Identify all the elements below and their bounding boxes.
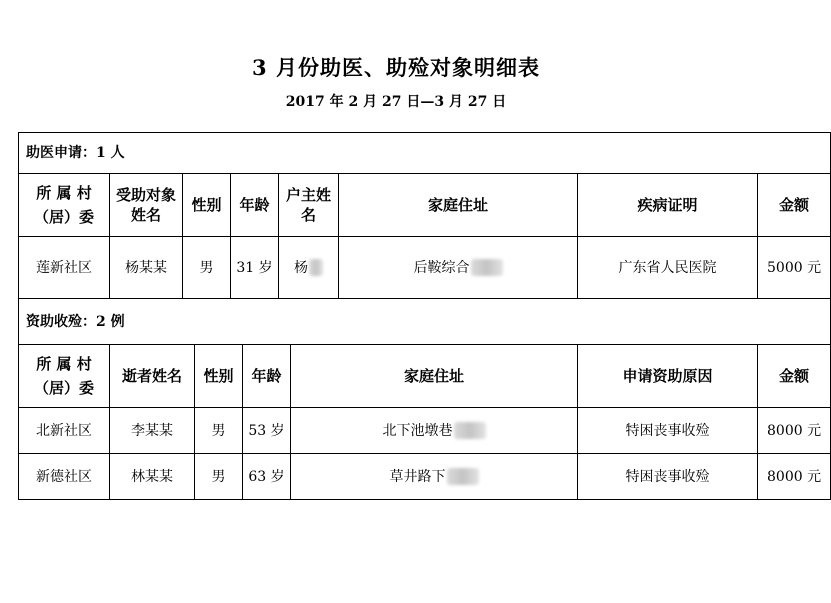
medical-header-row bbox=[19, 174, 831, 237]
header-medical-proof: 疾病证明 bbox=[578, 174, 758, 237]
cell-gender: 男 bbox=[195, 454, 243, 500]
medical-section-label: 助医申请：1 人 bbox=[19, 133, 831, 174]
cell-reason: 特困丧事收殓 bbox=[578, 408, 758, 454]
cell-gender: 男 bbox=[183, 237, 231, 299]
header-address: 家庭住址 bbox=[339, 174, 578, 237]
medical-section-row bbox=[19, 133, 831, 174]
funeral-header-row bbox=[19, 345, 831, 408]
cell-name: 林某某 bbox=[110, 454, 195, 500]
header-gender: 性别 bbox=[195, 345, 243, 408]
householder-text: 杨 bbox=[294, 259, 308, 276]
table-row bbox=[19, 408, 831, 454]
cell-amount: 8000 元 bbox=[758, 454, 831, 500]
header-unit: 所 属 村（居）委 bbox=[19, 174, 110, 237]
cell-unit: 莲新社区 bbox=[19, 237, 110, 299]
cell-address bbox=[291, 454, 578, 500]
header-address: 家庭住址 bbox=[291, 345, 578, 408]
header-reason: 申请资助原因 bbox=[578, 345, 758, 408]
cell-unit: 新德社区 bbox=[19, 454, 110, 500]
header-age: 年龄 bbox=[231, 174, 279, 237]
header-amount: 金额 bbox=[758, 174, 831, 237]
funeral-section-label: 资助收殓：2 例 bbox=[19, 299, 831, 345]
header-amount: 金额 bbox=[758, 345, 831, 408]
document-title: 3 月份助医、助殓对象明细表 bbox=[252, 55, 540, 80]
cell-medical-proof: 广东省人民医院 bbox=[578, 237, 758, 299]
redaction-blur bbox=[454, 422, 486, 439]
redaction-blur bbox=[471, 259, 503, 276]
cell-reason: 特困丧事收殓 bbox=[578, 454, 758, 500]
address-text: 后鞍综合 bbox=[413, 259, 470, 276]
cell-age: 31 岁 bbox=[231, 237, 279, 299]
table-row bbox=[19, 237, 831, 299]
cell-name: 杨某某 bbox=[110, 237, 183, 299]
cell-name: 李某某 bbox=[110, 408, 195, 454]
header-householder: 户主姓名 bbox=[279, 174, 339, 237]
redaction-blur bbox=[447, 468, 479, 485]
redaction-blur bbox=[309, 259, 323, 276]
cell-householder bbox=[279, 237, 339, 299]
header-unit: 所 属 村（居）委 bbox=[19, 345, 110, 408]
cell-age: 53 岁 bbox=[243, 408, 291, 454]
address-text: 草井路下 bbox=[389, 468, 446, 485]
cell-address bbox=[291, 408, 578, 454]
cell-amount: 5000 元 bbox=[758, 237, 831, 299]
header-gender: 性别 bbox=[183, 174, 231, 237]
header-deceased-name: 逝者姓名 bbox=[110, 345, 195, 408]
address-text: 北下池墩巷 bbox=[382, 422, 453, 439]
cell-unit: 北新社区 bbox=[19, 408, 110, 454]
table-row bbox=[19, 454, 831, 500]
cell-gender: 男 bbox=[195, 408, 243, 454]
detail-table bbox=[18, 132, 831, 500]
cell-address bbox=[339, 237, 578, 299]
header-age: 年龄 bbox=[243, 345, 291, 408]
document-date-range: 2017 年 2 月 27 日—3 月 27 日 bbox=[285, 94, 507, 110]
header-recipient-name: 受助对象姓名 bbox=[110, 174, 183, 237]
cell-amount: 8000 元 bbox=[758, 408, 831, 454]
funeral-section-row bbox=[19, 299, 831, 345]
cell-age: 63 岁 bbox=[243, 454, 291, 500]
